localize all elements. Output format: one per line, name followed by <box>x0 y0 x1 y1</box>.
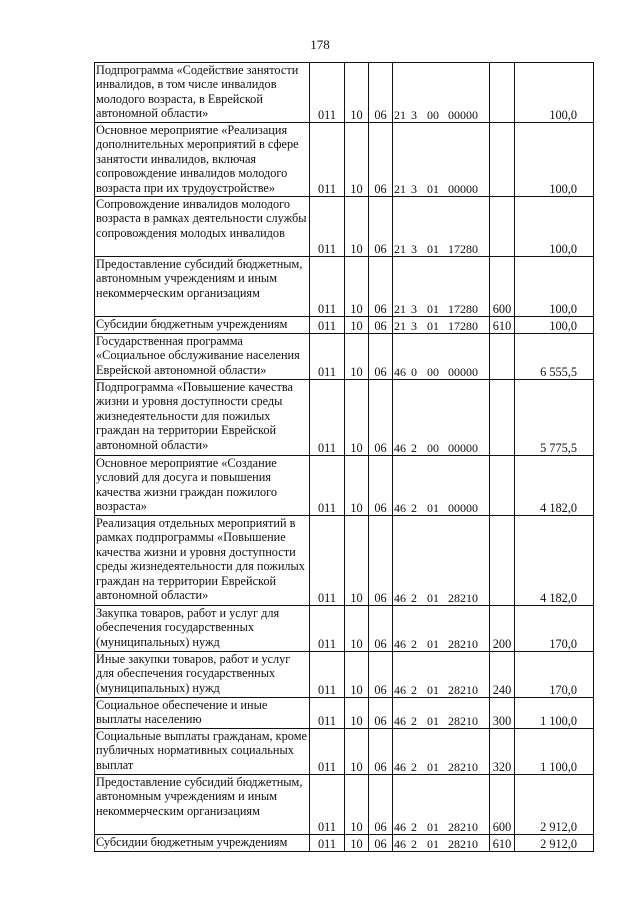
expense-type-code <box>490 63 515 123</box>
section-code: 10 <box>345 380 369 456</box>
target-article-code: 46 2 01 28210 <box>393 516 490 606</box>
expense-type-code: 300 <box>490 698 515 729</box>
page-number: 178 <box>310 37 330 52</box>
subsection-code: 06 <box>369 317 393 334</box>
ministry-code: 011 <box>310 334 345 380</box>
table-row <box>95 729 594 775</box>
row-name: Предоставление субсидий бюджетным, автономным учреждениям и иным некоммерческим организациям <box>95 257 310 317</box>
section-code: 10 <box>345 63 369 123</box>
table-row <box>95 197 594 257</box>
table-row <box>95 652 594 698</box>
amount: 2 912,0 <box>515 775 594 835</box>
subsection-code: 06 <box>369 729 393 775</box>
target-article-code: 21 3 01 17280 <box>393 317 490 334</box>
amount: 170,0 <box>515 606 594 652</box>
subsection-code: 06 <box>369 334 393 380</box>
subsection-code: 06 <box>369 652 393 698</box>
expense-type-code <box>490 123 515 197</box>
row-name: Подпрограмма «Повышение качества жизни и уровня доступности среды жизнедеятельности для пожилых граждан на территории Еврейской автономной области» <box>95 380 310 456</box>
amount: 2 912,0 <box>515 835 594 852</box>
subsection-code: 06 <box>369 123 393 197</box>
budget-table <box>94 62 594 852</box>
ministry-code: 011 <box>310 652 345 698</box>
amount: 100,0 <box>515 123 594 197</box>
section-code: 10 <box>345 835 369 852</box>
row-name: Подпрограмма «Содействие занятости инвалидов, в том числе инвалидов молодого возраста, в Еврейской автономной области» <box>95 63 310 123</box>
row-name: Реализация отдельных мероприятий в рамках подпрограммы «Повышение качества жизни и уровня доступности среды жизнедеятельности для пожилых граждан на территории Еврейской автономной области» <box>95 516 310 606</box>
ministry-code: 011 <box>310 835 345 852</box>
amount: 100,0 <box>515 63 594 123</box>
section-code: 10 <box>345 652 369 698</box>
table-row <box>95 516 594 606</box>
subsection-code: 06 <box>369 606 393 652</box>
section-code: 10 <box>345 334 369 380</box>
section-code: 10 <box>345 775 369 835</box>
row-name: Субсидии бюджетным учреждениям <box>95 317 310 334</box>
target-article-code: 46 2 01 28210 <box>393 652 490 698</box>
row-name: Иные закупки товаров, работ и услуг для обеспечения государственных (муниципальных) нужд <box>95 652 310 698</box>
row-name: Основное мероприятие «Реализация дополнительных мероприятий в сфере занятости инвалидов, включая сопровождение инвалидов молодого возраста при их трудоустройстве» <box>95 123 310 197</box>
ministry-code: 011 <box>310 317 345 334</box>
table-row <box>95 835 594 852</box>
table-row <box>95 257 594 317</box>
subsection-code: 06 <box>369 257 393 317</box>
expense-type-code <box>490 456 515 516</box>
amount: 5 775,5 <box>515 380 594 456</box>
section-code: 10 <box>345 698 369 729</box>
amount: 100,0 <box>515 317 594 334</box>
expense-type-code: 320 <box>490 729 515 775</box>
table-row <box>95 698 594 729</box>
section-code: 10 <box>345 197 369 257</box>
row-name: Социальные выплаты гражданам, кроме публичных нормативных социальных выплат <box>95 729 310 775</box>
target-article-code: 46 2 00 00000 <box>393 380 490 456</box>
row-name: Государственная программа «Социальное обслуживание населения Еврейской автономной области» <box>95 334 310 380</box>
subsection-code: 06 <box>369 63 393 123</box>
section-code: 10 <box>345 516 369 606</box>
subsection-code: 06 <box>369 775 393 835</box>
target-article-code: 46 2 01 28210 <box>393 698 490 729</box>
amount: 1 100,0 <box>515 729 594 775</box>
target-article-code: 46 2 01 28210 <box>393 775 490 835</box>
ministry-code: 011 <box>310 729 345 775</box>
amount: 4 182,0 <box>515 456 594 516</box>
target-article-code: 46 2 01 28210 <box>393 835 490 852</box>
amount: 100,0 <box>515 257 594 317</box>
expense-type-code <box>490 380 515 456</box>
section-code: 10 <box>345 729 369 775</box>
ministry-code: 011 <box>310 123 345 197</box>
row-name: Сопровождение инвалидов молодого возраста в рамках деятельности службы сопровождения молодых инвалидов <box>95 197 310 257</box>
expense-type-code: 600 <box>490 775 515 835</box>
table-row <box>95 334 594 380</box>
ministry-code: 011 <box>310 775 345 835</box>
subsection-code: 06 <box>369 197 393 257</box>
row-name: Социальное обеспечение и иные выплаты населению <box>95 698 310 729</box>
expense-type-code: 600 <box>490 257 515 317</box>
table-row <box>95 606 594 652</box>
table-row <box>95 317 594 334</box>
expense-type-code: 610 <box>490 835 515 852</box>
ministry-code: 011 <box>310 197 345 257</box>
subsection-code: 06 <box>369 835 393 852</box>
target-article-code: 46 2 01 28210 <box>393 729 490 775</box>
target-article-code: 21 3 01 17280 <box>393 197 490 257</box>
ministry-code: 011 <box>310 606 345 652</box>
expense-type-code <box>490 197 515 257</box>
row-name: Закупка товаров, работ и услуг для обеспечения государственных (муниципальных) нужд <box>95 606 310 652</box>
ministry-code: 011 <box>310 698 345 729</box>
target-article-code: 46 2 01 00000 <box>393 456 490 516</box>
target-article-code: 21 3 01 17280 <box>393 257 490 317</box>
table-row <box>95 456 594 516</box>
section-code: 10 <box>345 257 369 317</box>
subsection-code: 06 <box>369 698 393 729</box>
table-row <box>95 123 594 197</box>
ministry-code: 011 <box>310 63 345 123</box>
row-name: Субсидии бюджетным учреждениям <box>95 835 310 852</box>
target-article-code: 46 2 01 28210 <box>393 606 490 652</box>
row-name: Предоставление субсидий бюджетным, автономным учреждениям и иным некоммерческим организациям <box>95 775 310 835</box>
ministry-code: 011 <box>310 257 345 317</box>
ministry-code: 011 <box>310 516 345 606</box>
subsection-code: 06 <box>369 516 393 606</box>
section-code: 10 <box>345 606 369 652</box>
subsection-code: 06 <box>369 380 393 456</box>
amount: 6 555,5 <box>515 334 594 380</box>
target-article-code: 21 3 01 00000 <box>393 123 490 197</box>
amount: 1 100,0 <box>515 698 594 729</box>
subsection-code: 06 <box>369 456 393 516</box>
table-row <box>95 775 594 835</box>
section-code: 10 <box>345 456 369 516</box>
row-name: Основное мероприятие «Создание условий для досуга и повышения качества жизни граждан пожилого возраста» <box>95 456 310 516</box>
target-article-code: 46 0 00 00000 <box>393 334 490 380</box>
expense-type-code <box>490 516 515 606</box>
table-row <box>95 380 594 456</box>
expense-type-code: 240 <box>490 652 515 698</box>
target-article-code: 21 3 00 00000 <box>393 63 490 123</box>
ministry-code: 011 <box>310 380 345 456</box>
section-code: 10 <box>345 317 369 334</box>
section-code: 10 <box>345 123 369 197</box>
expense-type-code: 610 <box>490 317 515 334</box>
amount: 4 182,0 <box>515 516 594 606</box>
amount: 100,0 <box>515 197 594 257</box>
ministry-code: 011 <box>310 456 345 516</box>
expense-type-code: 200 <box>490 606 515 652</box>
amount: 170,0 <box>515 652 594 698</box>
expense-type-code <box>490 334 515 380</box>
table-row <box>95 63 594 123</box>
